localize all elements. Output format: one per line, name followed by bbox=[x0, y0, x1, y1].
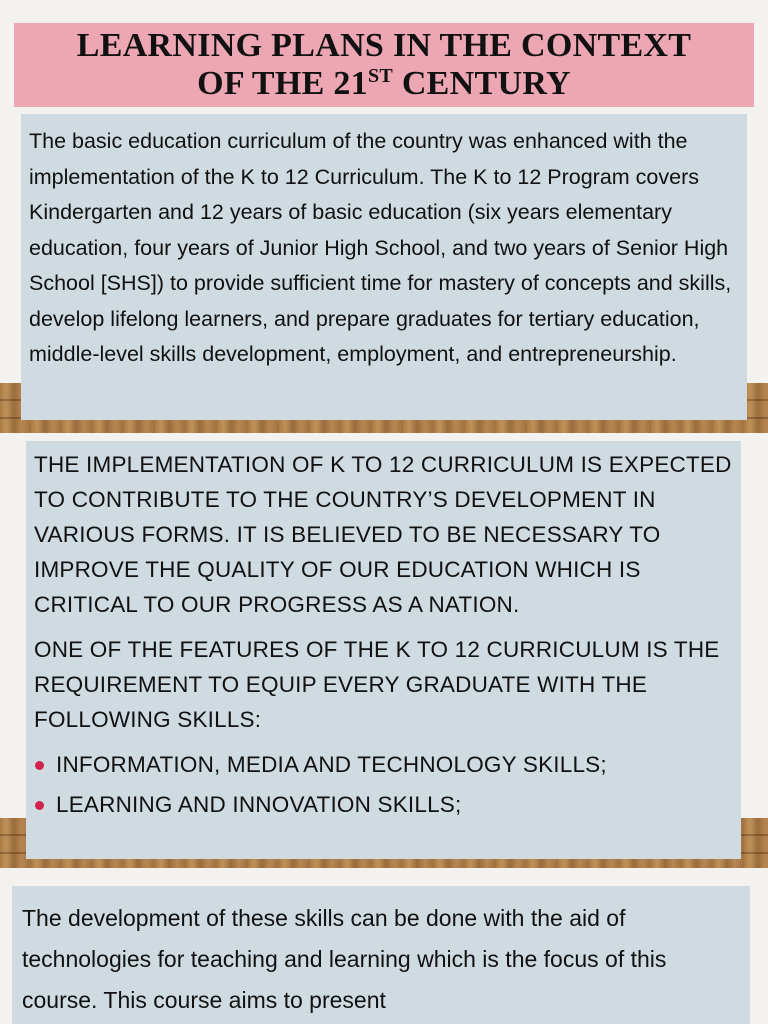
course-focus-text: The development of these skills can be done with the aid of technologies for teaching and learning which is the focus of this course. This course aims to present bbox=[22, 905, 667, 1013]
bullet-icon bbox=[35, 761, 44, 770]
k12-implementation-panel bbox=[26, 441, 741, 859]
title-line-1: LEARNING PLANS IN THE CONTEXT bbox=[76, 27, 692, 64]
course-focus-panel bbox=[12, 886, 750, 1024]
title-superscript: ST bbox=[367, 65, 394, 87]
skills-list bbox=[34, 747, 735, 827]
title-line-2-end: CENTURY bbox=[393, 65, 571, 102]
skills-list-item bbox=[34, 787, 735, 827]
title-line-2-start: OF THE 21 bbox=[197, 65, 368, 102]
features-paragraph: ONE OF THE FEATURES OF THE K TO 12 CURRICULUM IS THE REQUIREMENT TO EQUIP EVERY GRADUATE WITH THE FOLLOWING SKILLS: bbox=[34, 637, 720, 732]
implementation-paragraph: THE IMPLEMENTATION OF K TO 12 CURRICULUM IS EXPECTED TO CONTRIBUTE TO THE COUNTRY’S DEVELOPMENT IN VARIOUS FORMS. IT IS BELIEVED TO BE NECESSARY TO IMPROVE THE QUALITY OF OUR EDUCATION WHICH IS CRITICAL TO OUR PROGRESS AS A NATION. bbox=[34, 452, 732, 617]
skills-list-item bbox=[34, 747, 735, 787]
title-line-2 bbox=[14, 65, 754, 103]
slide-title bbox=[14, 23, 754, 107]
curriculum-intro-panel bbox=[21, 114, 747, 420]
bullet-icon bbox=[35, 801, 44, 810]
curriculum-intro-text: The basic education curriculum of the country was enhanced with the implementation of the K to 12 Curriculum. The K to 12 Program covers Kindergarten and 12 years of basic education (six years elementary education, four years of Junior High School, and two years of Senior High School [SHS]) to provide sufficient time for mastery of concepts and skills, develop lifelong learners, and prepare graduates for tertiary education, middle-level skills development, employment, and entrepreneurship. bbox=[29, 129, 732, 366]
skill-label: LEARNING AND INNOVATION SKILLS; bbox=[56, 792, 462, 817]
skill-label: INFORMATION, MEDIA AND TECHNOLOGY SKILLS; bbox=[56, 752, 607, 777]
